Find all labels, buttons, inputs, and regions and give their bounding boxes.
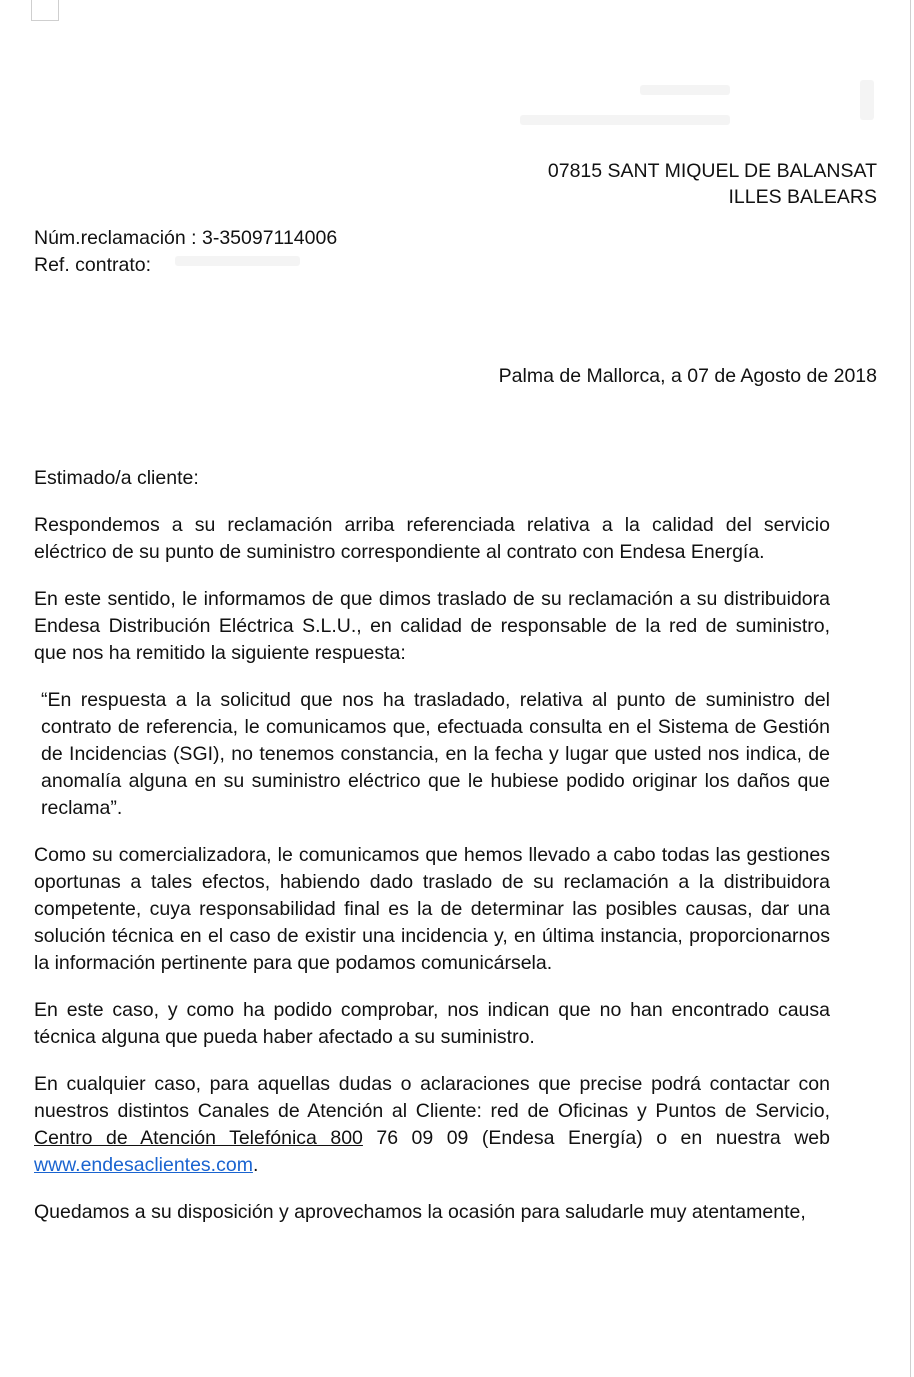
website-link[interactable]: www.endesaclientes.com xyxy=(34,1154,253,1176)
distributor-quote: “En respuesta a la solicitud que nos ha trasladado, relativa al punto de suministro del contrato de referencia, le comunicamos que, efectuada consulta en el Sistema de Gestión de Incidencias (SGI), no tenemos constancia, en la fecha y lugar que usted nos indica, de anomalía alguna en su suministro eléctrico que le hubiese podido originar los daños que reclama”. xyxy=(41,689,830,819)
page-corner-marker xyxy=(31,0,59,21)
paragraph-1: Respondemos a su reclamación arriba referenciada relativa a la calidad del servicio eléctrico de su punto de suministro correspondiente al contrato con Endesa Energía. xyxy=(34,514,830,563)
redacted-mark xyxy=(860,80,874,120)
page-edge xyxy=(910,0,911,1377)
paragraph-5-end: . xyxy=(252,1154,259,1176)
reference-block xyxy=(34,225,337,279)
contract-reference xyxy=(34,252,337,279)
redacted-address-area xyxy=(520,115,730,125)
paragraph-4: En este caso, y como ha podido comprobar, nos indican que no han encontrado causa técnica alguna que pueda haber afectado a su suministro. xyxy=(34,999,830,1048)
postal-line: 07815 SANT MIQUEL DE BALANSAT xyxy=(547,160,877,182)
greeting: Estimado/a cliente: xyxy=(34,467,199,489)
claim-label: Núm.reclamación : xyxy=(34,227,197,249)
paragraph-3: Como su comercializadora, le comunicamos que hemos llevado a cabo todas las gestiones oportunas a tales efectos, habiendo dado traslado de su reclamación a la distribuidora competente, cuya responsabilidad final es la de determinar las posibles causas, dar una solución técnica en el caso de existir una incidencia y, en última instancia, proporcionarnos la información pertinente para que podamos comunicársela. xyxy=(34,844,830,974)
claim-reference xyxy=(34,225,337,252)
closing: Quedamos a su disposición y aprovechamos la ocasión para saludarle muy atentamente, xyxy=(34,1201,806,1223)
paragraph-5-start: En cualquier caso, para aquellas dudas o aclaraciones que precise podrá contactar con nuestros distintos Canales de Atención al Cliente: red de Oficinas y Puntos de Servicio, xyxy=(34,1073,830,1122)
paragraph-2: En este sentido, le informamos de que dimos traslado de su reclamación a su distribuidora Endesa Distribución Eléctrica S.L.U., en calidad de responsable de la red de suministro, que nos ha remitido la siguiente respuesta: xyxy=(34,588,830,664)
date-line: Palma de Mallorca, a 07 de Agosto de 2018 xyxy=(498,365,877,387)
phone-center-text: Centro de Atención Telefónica 800 xyxy=(34,1127,363,1149)
region-line: ILLES BALEARS xyxy=(728,186,877,208)
claim-number: 3-35097114006 xyxy=(201,227,338,249)
recipient-address xyxy=(548,158,877,210)
letter-body xyxy=(34,465,830,1246)
contract-label: Ref. contrato: xyxy=(34,254,152,276)
redacted-name-area xyxy=(640,85,730,95)
paragraph-5 xyxy=(34,1071,830,1179)
paragraph-5-mid: 76 09 09 (Endesa Energía) o en nuestra web xyxy=(362,1127,830,1149)
